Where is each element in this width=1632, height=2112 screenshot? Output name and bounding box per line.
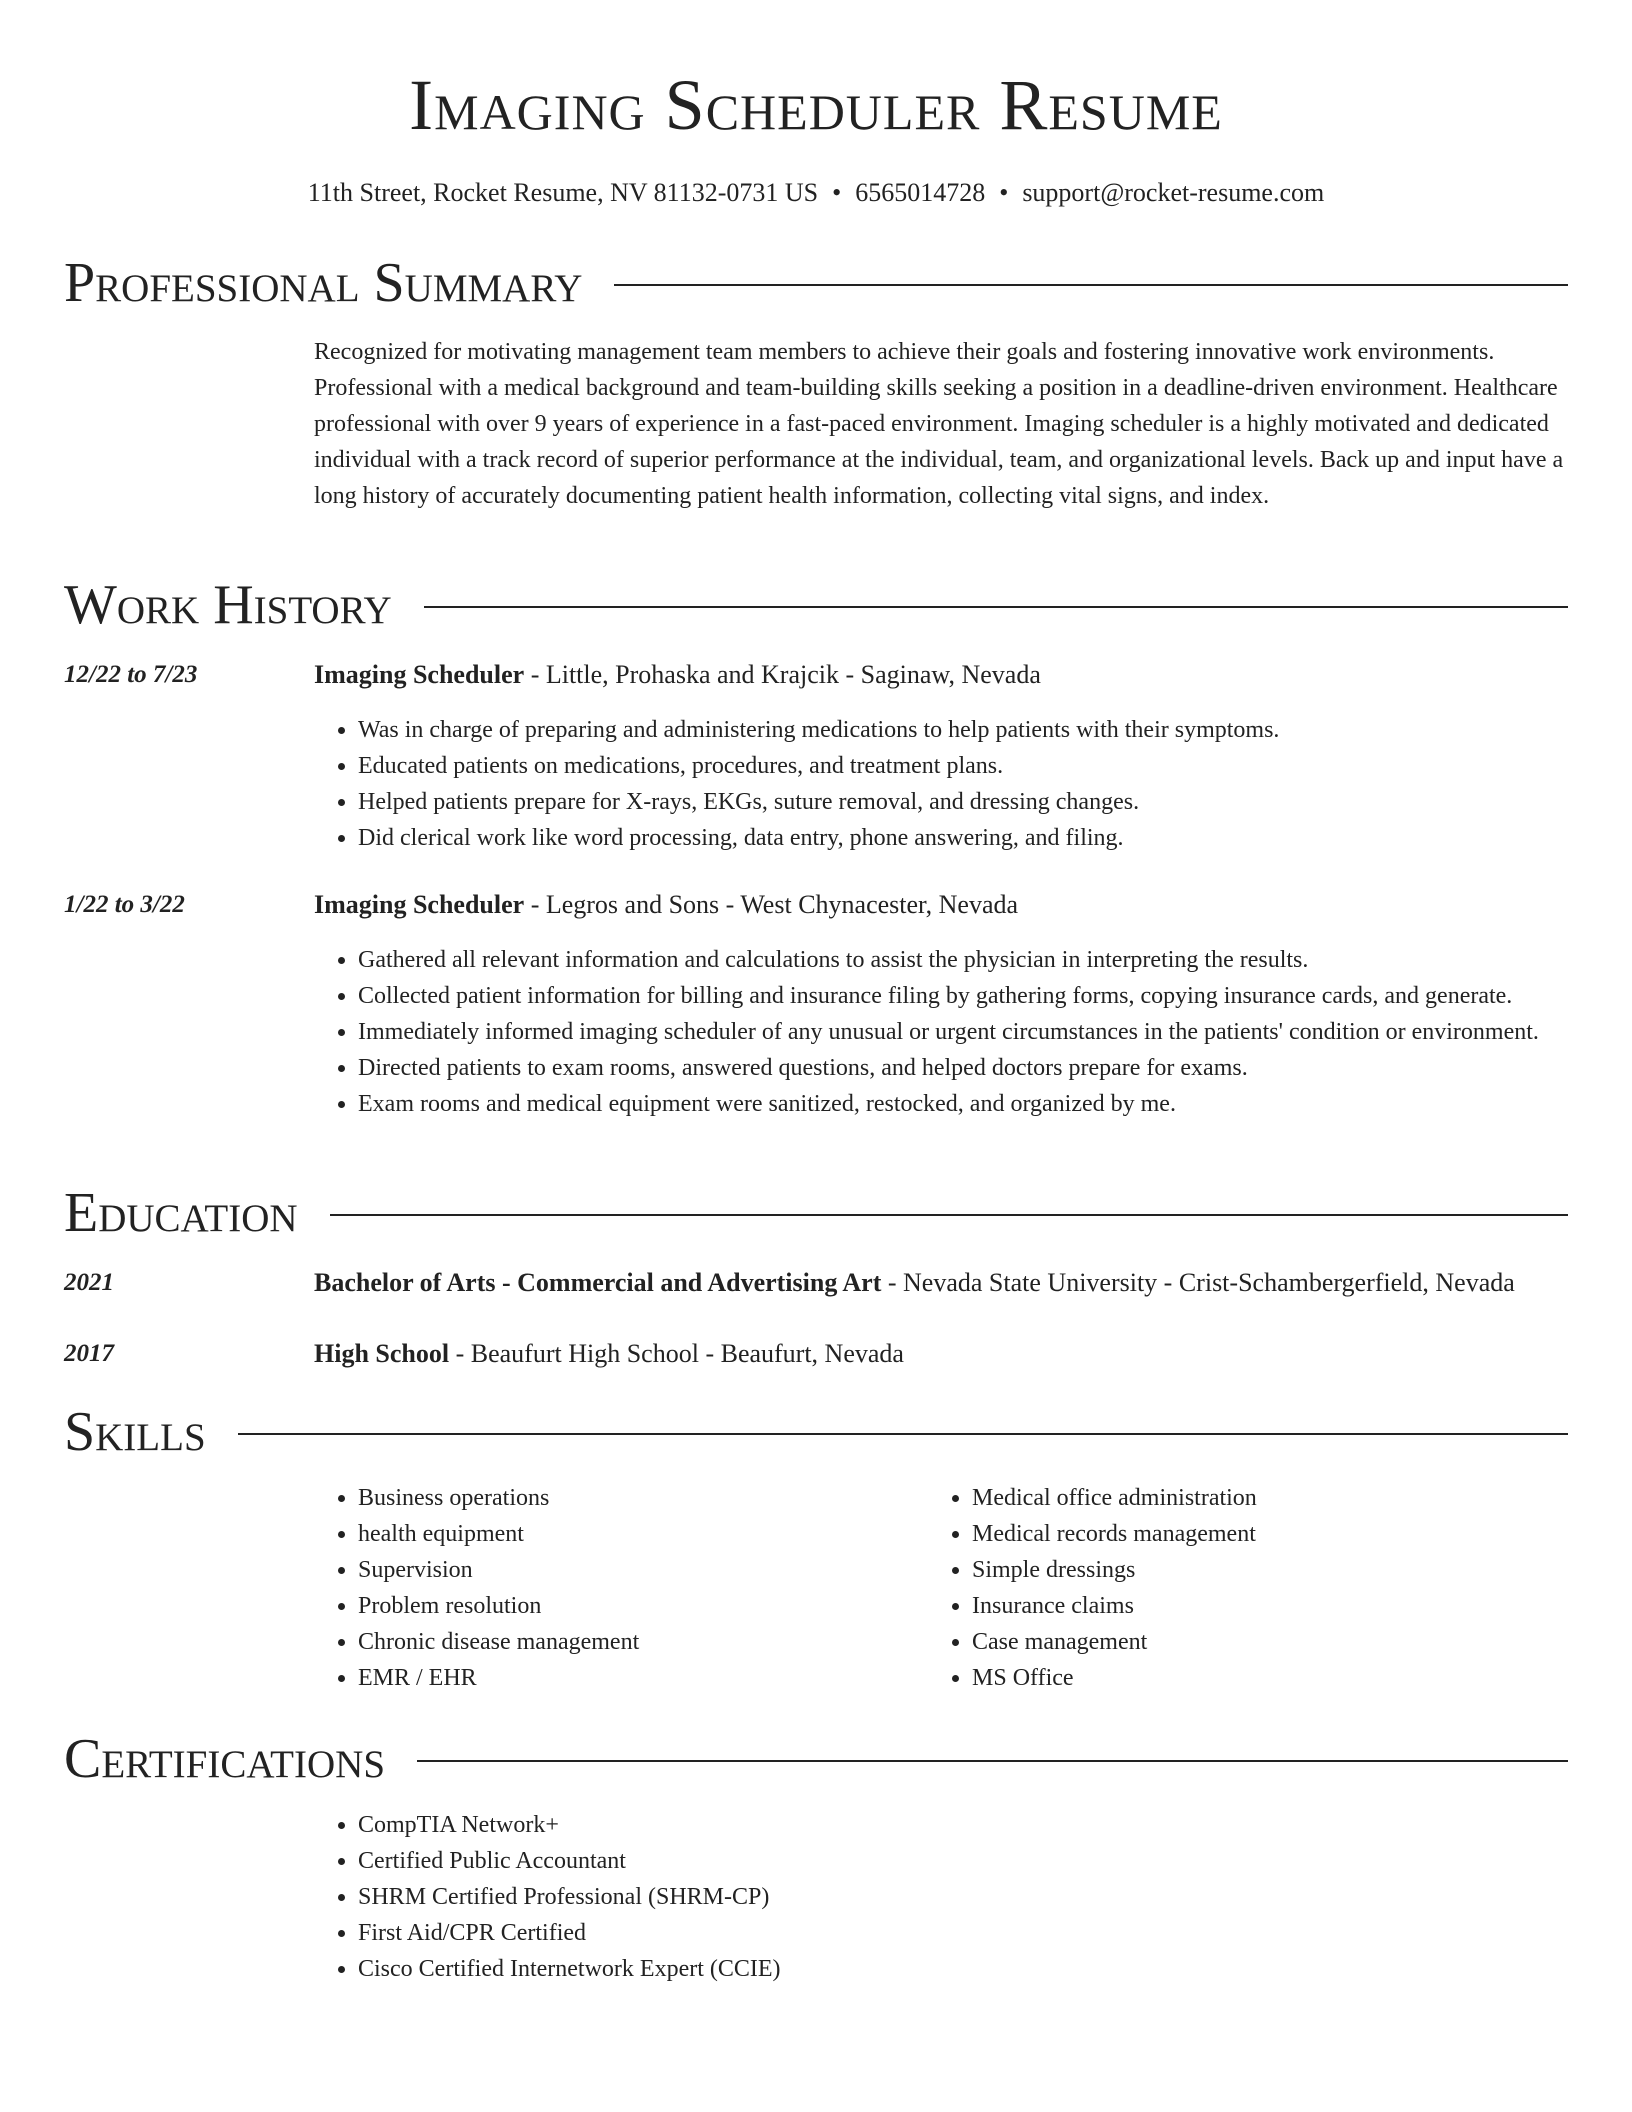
job-title-line bbox=[314, 888, 1592, 922]
skill-item: • health equipment bbox=[358, 1516, 914, 1552]
job-title-line bbox=[314, 658, 1592, 692]
education-line bbox=[314, 1266, 1592, 1300]
education-degree: Bachelor of Arts - Commercial and Advertising Art bbox=[314, 1268, 882, 1297]
certification-item: • SHRM Certified Professional (SHRM-CP) bbox=[358, 1879, 1568, 1915]
list-item: • Exam rooms and medical equipment were sanitized, restocked, and organized by me. bbox=[358, 1086, 1568, 1122]
certification-item: • Certified Public Accountant bbox=[358, 1843, 1568, 1879]
skills-section-header bbox=[64, 1397, 1568, 1467]
education-line bbox=[314, 1337, 1592, 1371]
contact-email: support@rocket-resume.com bbox=[1022, 178, 1325, 207]
list-item: • Collected patient information for billing and insurance filing by gathering forms, copying insurance cards, and generate. bbox=[358, 978, 1568, 1014]
job-bullets bbox=[314, 942, 1568, 1122]
contact-separator: • bbox=[999, 178, 1009, 207]
skill-item: • Case management bbox=[972, 1624, 1568, 1660]
skill-item: • MS Office bbox=[972, 1660, 1568, 1696]
skills-column-left bbox=[314, 1480, 914, 1696]
certification-item: • First Aid/CPR Certified bbox=[358, 1915, 1568, 1951]
contact-address: 11th Street, Rocket Resume, NV 81132-0731 US bbox=[307, 178, 819, 207]
job-title: Imaging Scheduler bbox=[314, 660, 525, 689]
education-degree: High School bbox=[314, 1339, 450, 1368]
skills-heading: Skills bbox=[64, 1401, 206, 1463]
list-item: • Helped patients prepare for X-rays, EKGs, suture removal, and dressing changes. bbox=[358, 784, 1568, 820]
skill-item: • Business operations bbox=[358, 1480, 914, 1516]
skill-item: • Medical office administration bbox=[972, 1480, 1568, 1516]
certification-item: • CompTIA Network+ bbox=[358, 1807, 1568, 1843]
job-dates: 1/22 to 3/22 bbox=[64, 891, 185, 918]
skill-item: • Supervision bbox=[358, 1552, 914, 1588]
section-divider bbox=[417, 1760, 1568, 1762]
skill-item: • EMR / EHR bbox=[358, 1660, 914, 1696]
job-title: Imaging Scheduler bbox=[314, 890, 525, 919]
section-divider bbox=[424, 606, 1568, 608]
certifications-heading: Certifications bbox=[64, 1728, 386, 1790]
contact-line bbox=[0, 176, 1632, 210]
work-heading: Work History bbox=[64, 574, 392, 636]
job-bullets bbox=[314, 712, 1568, 856]
certification-item: • Cisco Certified Internetwork Expert (CCIE) bbox=[358, 1951, 1568, 1987]
summary-heading: Professional Summary bbox=[64, 252, 583, 314]
certifications-list bbox=[314, 1807, 1568, 1987]
education-year: 2021 bbox=[64, 1269, 114, 1296]
section-divider bbox=[614, 284, 1568, 286]
job-dates: 12/22 to 7/23 bbox=[64, 661, 198, 688]
skill-item: • Simple dressings bbox=[972, 1552, 1568, 1588]
list-item: • Immediately informed imaging scheduler of any unusual or urgent circumstances in the patients' condition or environment. bbox=[358, 1014, 1568, 1050]
education-heading: Education bbox=[64, 1182, 298, 1244]
list-item: • Did clerical work like word processing, data entry, phone answering, and filing. bbox=[358, 820, 1568, 856]
education-year: 2017 bbox=[64, 1340, 114, 1367]
list-item: • Educated patients on medications, procedures, and treatment plans. bbox=[358, 748, 1568, 784]
education-details: - Nevada State University - Crist-Schambergerfield, Nevada bbox=[881, 1268, 1515, 1297]
skills-column-right bbox=[928, 1480, 1568, 1696]
job-details: - Little, Prohaska and Krajcik - Saginaw, Nevada bbox=[524, 660, 1041, 689]
skill-item: • Medical records management bbox=[972, 1516, 1568, 1552]
certifications-section-header bbox=[64, 1724, 1568, 1794]
section-divider bbox=[330, 1214, 1568, 1216]
job-details: - Legros and Sons - West Chynacester, Nevada bbox=[524, 890, 1019, 919]
summary-body bbox=[314, 334, 1568, 514]
summary-text: Recognized for motivating management team members to achieve their goals and fostering innovative work environments. Professional with a medical background and team-building skills seeking a position in a deadline-driven environment. Healthcare professional with over 9 years of experience in a fast-paced environment. Imaging scheduler is a highly motivated and dedicated individual with a track record of superior performance at the individual, team, and organizational levels. Back up and input have a long history of accurately documenting patient health information, collecting vital signs, and index. bbox=[314, 339, 1564, 509]
contact-phone: 6565014728 bbox=[855, 178, 986, 207]
summary-section-header bbox=[64, 248, 1568, 318]
education-details: - Beaufurt High School - Beaufurt, Nevada bbox=[449, 1339, 904, 1368]
document-title: Imaging Scheduler Resume bbox=[409, 65, 1223, 145]
list-item: • Gathered all relevant information and calculations to assist the physician in interpreting the results. bbox=[358, 942, 1568, 978]
education-section-header bbox=[64, 1178, 1568, 1248]
skill-item: • Chronic disease management bbox=[358, 1624, 914, 1660]
list-item: • Was in charge of preparing and administering medications to help patients with their symptoms. bbox=[358, 712, 1568, 748]
section-divider bbox=[238, 1433, 1568, 1435]
skill-item: • Problem resolution bbox=[358, 1588, 914, 1624]
work-section-header bbox=[64, 570, 1568, 640]
list-item: • Directed patients to exam rooms, answered questions, and helped doctors prepare for exams. bbox=[358, 1050, 1568, 1086]
skill-item: • Insurance claims bbox=[972, 1588, 1568, 1624]
contact-separator: • bbox=[832, 178, 842, 207]
